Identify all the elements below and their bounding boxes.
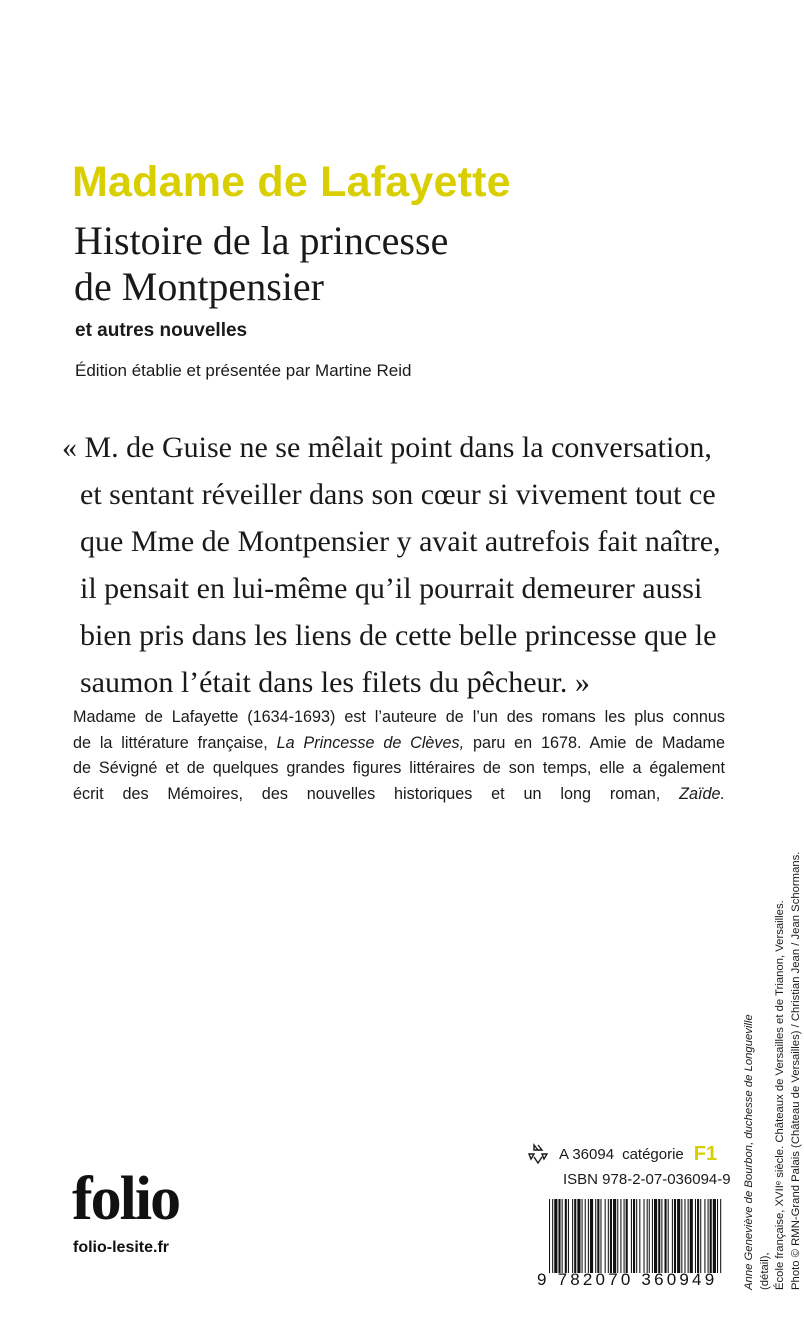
barcode-bar: [674, 1199, 676, 1273]
credit-artwork-title: Anne Geneviève de Bourbon, duchesse de Longueville: [743, 1014, 755, 1290]
recycle-icon: [525, 1143, 551, 1165]
barcode-bar: [597, 1199, 599, 1273]
barcode-bar: [688, 1199, 689, 1273]
barcode-bar: [558, 1199, 560, 1273]
barcode-bar: [572, 1199, 573, 1273]
barcode-bar: [574, 1199, 576, 1273]
barcode-bar: [590, 1199, 593, 1273]
bio-line: de Sévigné et de quelques grandes figures littéraires de son temps, elle a également: [73, 759, 725, 777]
author-name: Madame de Lafayette: [72, 158, 511, 206]
credit-line: École française, XVIIᵉ siècle. Châteaux de Versailles et de Trianon, Versailles.: [774, 900, 786, 1290]
barcode-bar: [708, 1199, 709, 1273]
barcode-bar: [639, 1199, 640, 1273]
title-line: Histoire de la princesse: [74, 218, 449, 263]
barcode-bar: [672, 1199, 673, 1273]
barcode-bar: [588, 1199, 589, 1273]
barcode-bar: [636, 1199, 637, 1273]
barcode-bar: [624, 1199, 625, 1273]
barcode-bar: [695, 1199, 696, 1273]
barcode-bar: [633, 1199, 635, 1273]
book-title: [74, 218, 448, 310]
barcode-bar: [549, 1199, 550, 1273]
barcode-bar: [713, 1199, 716, 1273]
barcode-bar: [652, 1199, 653, 1273]
barcode-bar: [600, 1199, 601, 1273]
barcode-bar: [565, 1199, 567, 1273]
title-line: de Montpensier: [74, 264, 324, 309]
barcode-bar: [717, 1199, 718, 1273]
book-subtitle: et autres nouvelles: [75, 320, 248, 341]
barcode-bar: [654, 1199, 657, 1273]
barcode-bar: [562, 1199, 563, 1273]
credit-line: Photo © RMN-Grand Palais (Château de Versailles) / Christian Jean / Jean Schormans.: [789, 851, 802, 1290]
barcode-bar: [554, 1199, 557, 1273]
credit-line: [742, 852, 773, 1290]
author-biography: [73, 705, 725, 807]
barcode-bar: [631, 1199, 632, 1273]
barcode-bar: [595, 1199, 596, 1273]
cover-photo-credit: [742, 852, 804, 1290]
quote-line: et sentant réveiller dans son cœur si vivement tout ce: [80, 478, 716, 511]
bio-text: paru en 1678. Amie de Madame: [464, 733, 725, 752]
catalog-row: [525, 1141, 721, 1167]
barcode-bar: [681, 1199, 682, 1273]
barcode-bar: [617, 1199, 618, 1273]
edition-note: Édition établie et présentée par Martine Reid: [75, 361, 412, 380]
barcode-bar: [608, 1199, 609, 1273]
barcode-bar: [720, 1199, 721, 1273]
barcode-bar: [610, 1199, 612, 1273]
bio-line: Madame de Lafayette (1634-1693) est l’auteure de l’un des romans les plus connus: [73, 708, 725, 726]
barcode-bar: [605, 1199, 606, 1273]
barcode-bar: [677, 1199, 680, 1273]
barcode-bar: [582, 1199, 583, 1273]
barcode-bar: [649, 1199, 650, 1273]
barcode-bar: [552, 1199, 553, 1273]
quote-line: bien pris dans les liens de cette belle princesse que le: [80, 619, 717, 652]
barcode-bar: [644, 1199, 645, 1273]
barcode-bar: [658, 1199, 660, 1273]
bio-line: [73, 731, 725, 757]
barcode: [547, 1199, 723, 1273]
quote-line: que Mme de Montpensier y avait autrefois fait naître,: [80, 525, 721, 558]
barcode-bar: [647, 1199, 648, 1273]
quote-line: saumon l’était dans les filets du pêcheur. »: [80, 666, 590, 699]
category-label: catégorie: [622, 1145, 684, 1163]
quote-line: il pensait en lui-même qu’il pourrait demeurer aussi: [80, 572, 703, 605]
barcode-bar: [668, 1199, 669, 1273]
quote-line: « M. de Guise ne se mêlait point dans la conversation,: [62, 431, 712, 464]
isbn-number: ISBN 978-2-07-036094-9: [563, 1171, 731, 1188]
credit-text: (détail),: [758, 1252, 771, 1290]
barcode-bar: [704, 1199, 705, 1273]
bio-text: écrit des Mémoires, des nouvelles historiques et un long roman,: [73, 784, 680, 803]
barcode-bar: [684, 1199, 685, 1273]
publisher-website: folio-lesite.fr: [73, 1239, 170, 1256]
barcode-bar: [568, 1199, 569, 1273]
barcode-bar: [697, 1199, 699, 1273]
barcode-bar: [585, 1199, 586, 1273]
barcode-bar: [577, 1199, 580, 1273]
barcode-bar: [620, 1199, 621, 1273]
price-category: F1: [693, 1142, 718, 1165]
bio-text: de la littérature française,: [73, 733, 277, 752]
bio-line: [73, 782, 725, 808]
catalog-code: A 36094: [559, 1145, 615, 1163]
barcode-bar: [710, 1199, 712, 1273]
barcode-bar: [613, 1199, 616, 1273]
bio-title-emphasis: Zaïde.: [679, 784, 725, 803]
folio-logo: folio: [72, 1165, 180, 1233]
barcode-bar: [661, 1199, 662, 1273]
catalog-info: [525, 1141, 721, 1167]
barcode-bar: [700, 1199, 701, 1273]
bio-title-emphasis: La Princesse de Clèves,: [276, 733, 465, 752]
barcode-bar: [665, 1199, 667, 1273]
barcode-digits: 9 782070 360949: [537, 1270, 718, 1289]
excerpt-quote: [62, 424, 762, 706]
barcode-bar: [690, 1199, 693, 1273]
barcode-bar: [626, 1199, 628, 1273]
